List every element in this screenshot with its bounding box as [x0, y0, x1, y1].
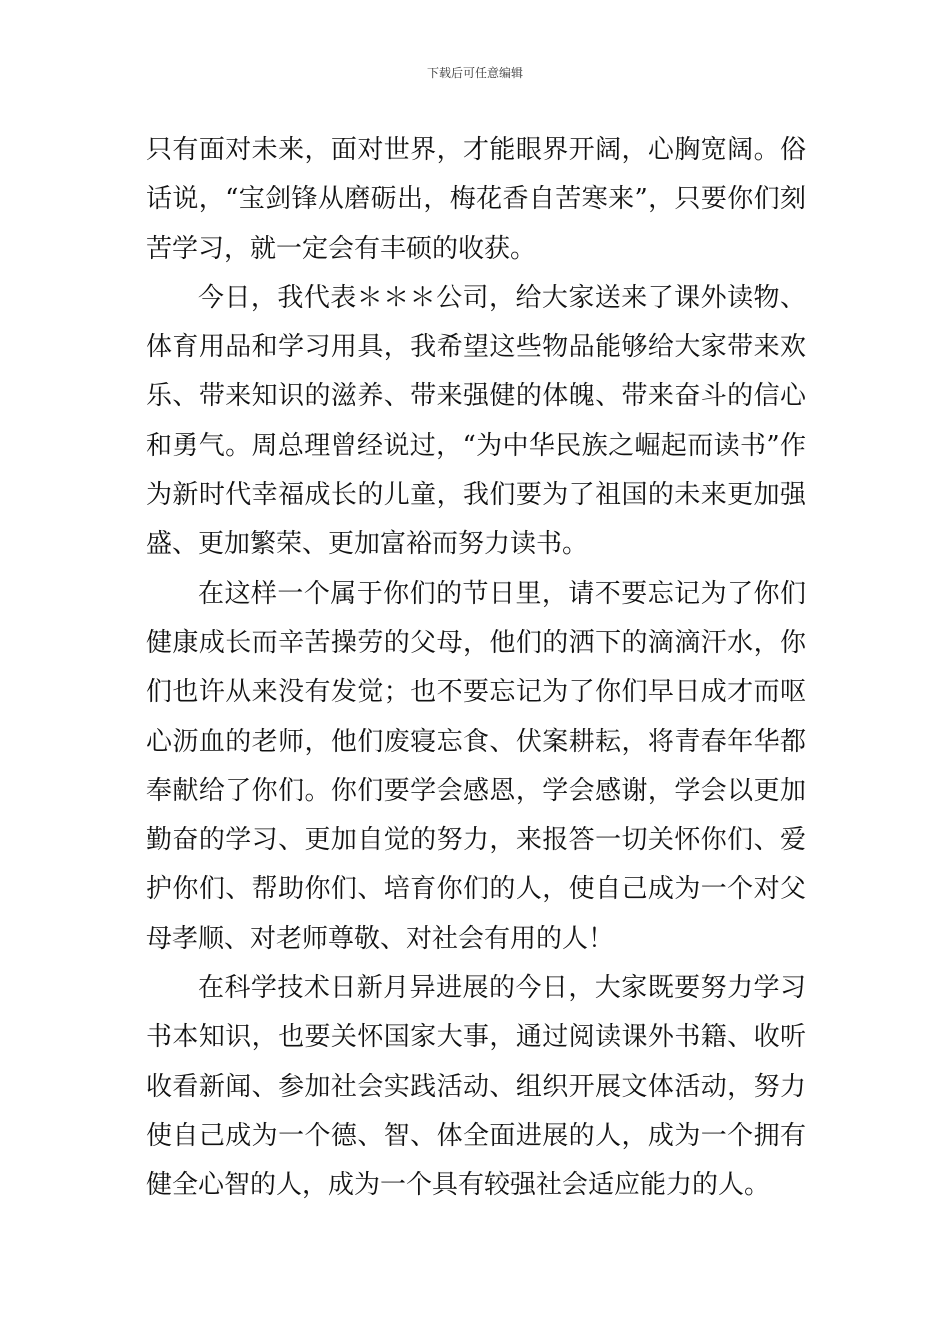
document-body [146, 126, 806, 1211]
paragraph-3: 在这样一个属于你们的节日里，请不要忘记为了你们健康成长而辛苦操劳的父母，他们的洒下的滴滴汗水，你们也许从来没有发觉；也不要忘记为了你们早日成才而呕心沥血的老师，他们废寝忘食、伏案耕耘，将青春年华都奉献给了你们。你们要学会感恩，学会感谢，学会以更加勤奋的学习、更加自觉的努力，来报答一切关怀你们、爱护你们、帮助你们、培育你们的人，使自己成为一个对父母孝顺、对老师尊敬、对社会有用的人！ [146, 578, 806, 954]
paragraph-4: 在科学技术日新月异进展的今日，大家既要努力学习书本知识，也要关怀国家大事，通过阅读课外书籍、收听收看新闻、参加社会实践活动、组织开展文体活动，努力使自己成为一个德、智、体全面进展的人，成为一个拥有健全心智的人，成为一个具有较强社会适应能力的人。 [146, 973, 806, 1201]
paragraph-1: 只有面对未来，面对世界，才能眼界开阔，心胸宽阔。俗话说，“宝剑锋从磨砺出，梅花香自苦寒来”，只要你们刻苦学习，就一定会有丰硕的收获。 [146, 135, 806, 264]
paragraph-2: 今日，我代表＊＊＊公司，给大家送来了课外读物、体育用品和学习用具，我希望这些物品能够给大家带来欢乐、带来知识的滋养、带来强健的体魄、带来奋斗的信心和勇气。周总理曾经说过，“为中华民族之崛起而读书”作为新时代幸福成长的儿童，我们要为了祖国的未来更加强盛、更加繁荣、更加富裕而努力读书。 [146, 282, 806, 560]
page-header: 下载后可任意编辑 [426, 66, 523, 80]
